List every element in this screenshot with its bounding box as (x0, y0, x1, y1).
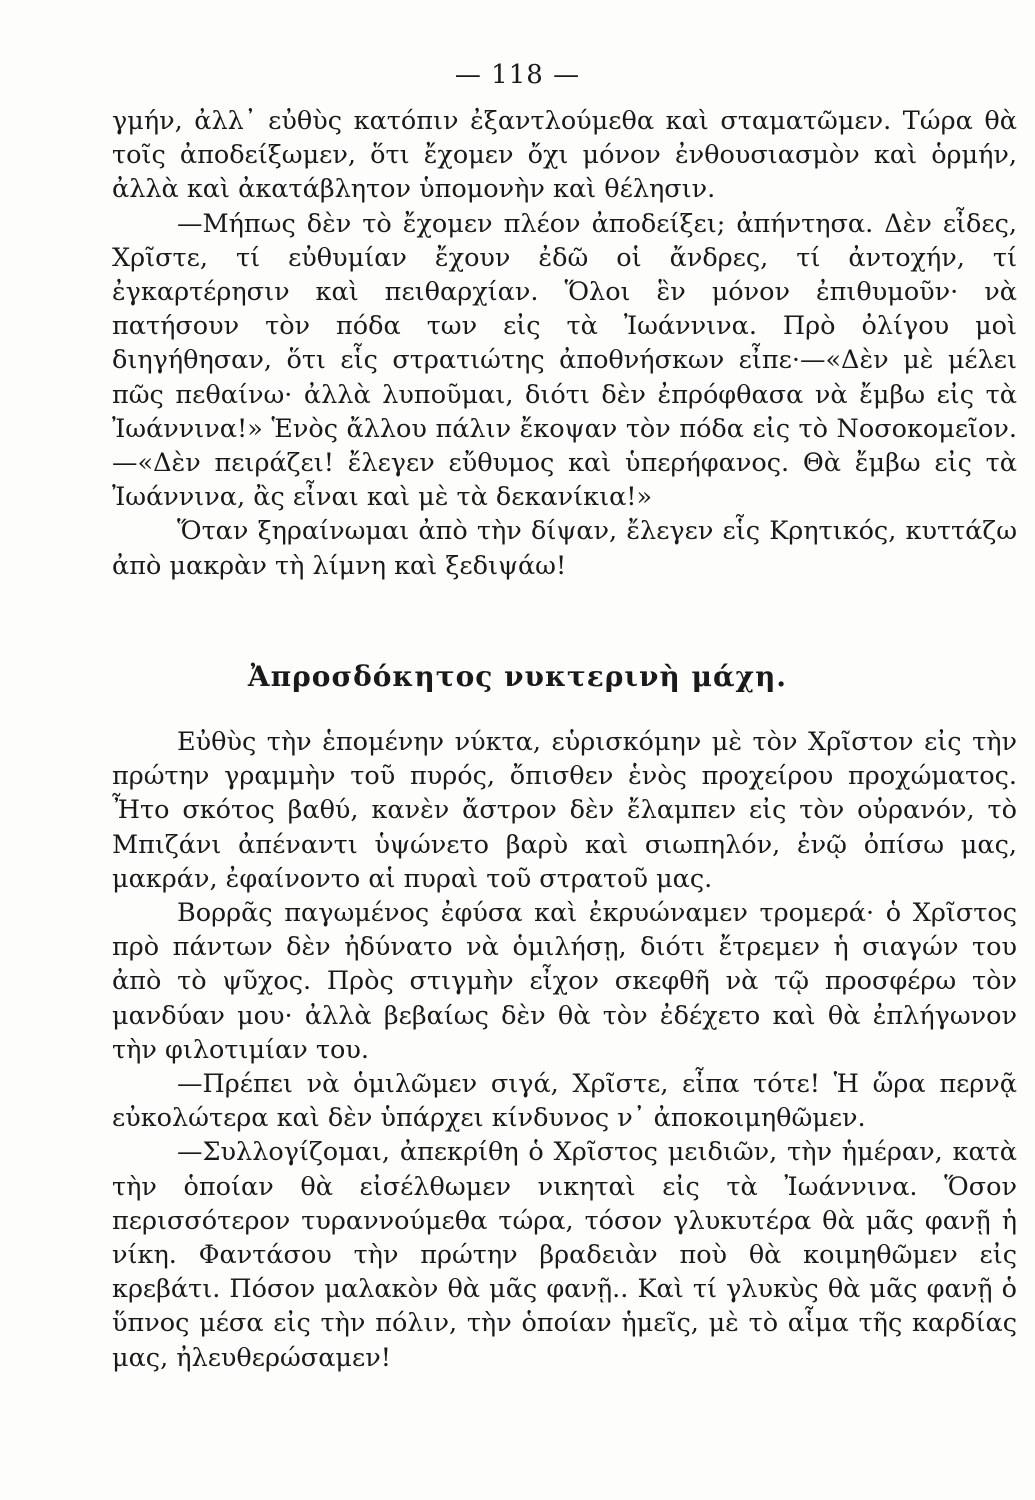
text-block-bottom (112, 725, 1017, 1375)
page-number: — 118 — (454, 60, 581, 90)
paragraph-dialogue-reply: —Μήπως δὲν τὸ ἔχομεν πλέον ἀποδείξει; ἀπήντησα. Δὲν εἶδες, Χρῖστε, τί εὐθυμίαν ἔχουν ἐδῶ οἱ ἄνδρες, τί ἀντοχήν, τί ἐγκαρτέρησιν καὶ πειθαρχίαν. Ὅλοι ἓν μόνον ἐπιθυμοῦν· νὰ πατήσουν τὸν πόδα των εἰς τὰ Ἰωάννινα. Πρὸ ὀλίγου μοὶ διηγήθησαν, ὅτι εἷς στρατιώτης ἀποθνήσκων εἶπε·—«Δὲν μὲ μέλει πῶς πεθαίνω· ἀλλὰ λυποῦμαι, διότι δὲν ἐπρόφθασα νὰ ἔμβω εἰς τὰ Ἰωάννινα!» Ἑνὸς ἄλλου πάλιν ἔκοψαν τὸν πόδα εἰς τὸ Νοσοκομεῖον. —«Δὲν πειράζει! ἔλεγεν εὔθυμος καὶ ὑπερήφανος. Θὰ ἔμβω εἰς τὰ Ἰωάννινα, ἂς εἶναι καὶ μὲ τὰ δεκανίκια!» (112, 208, 1017, 513)
section-title: Ἀπροσδόκητος νυκτερινὴ μάχη. (247, 660, 788, 693)
paragraph-speak-softly: —Πρέπει νὰ ὁμιλῶμεν σιγά, Χρῖστε, εἶπα τότε! Ἡ ὥρα περνᾷ εὐκολώτερα καὶ δὲν ὑπάρχει κίνδυνος ν᾽ ἀποκοιμηθῶμεν. (112, 1069, 1017, 1134)
paragraph-night-scene: Εὐθὺς τὴν ἑπομένην νύκτα, εὑρισκόμην μὲ τὸν Χρῖστον εἰς τὴν πρώτην γραμμὴν τοῦ πυρός, ὄπισθεν ἑνὸς προχείρου προχώματος. Ἦτο σκότος βαθύ, κανὲν ἄστρον δὲν ἔλαμπεν εἰς τὸν οὐρανόν, τὸ Μπιζάνι ἀπέναντι ὑψώνετο βαρὺ καὶ σιωπηλόν, ἐνῷ ὀπίσω μας, μακράν, ἐφαίνοντο αἱ πυραὶ τοῦ στρατοῦ μας. (112, 727, 1017, 894)
paragraph-christos-reply: —Συλλογίζομαι, ἀπεκρίθη ὁ Χρῖστος μειδιῶν, τὴν ἡμέραν, κατὰ τὴν ὁποίαν θὰ εἰσέλθωμεν νικηταὶ εἰς τὰ Ἰωάννινα. Ὅσον περισσότερον τυραννούμεθα τώρα, τόσον γλυκυτέρα θὰ μᾶς φανῇ ἡ νίκη. Φαντάσου τὴν πρώτην βραδειὰν ποὺ θὰ κοιμηθῶμεν εἰς κρεβάτι. Πόσον μαλακὸν θὰ μᾶς φανῇ.. Καὶ τί γλυκὺς θὰ μᾶς φανῇ ὁ ὕπνος μέσα εἰς τὴν πόλιν, τὴν ὁποίαν ἡμεῖς, μὲ τὸ αἷμα τῆς καρδίας μας, ἠλευθερώσαμεν! (112, 1137, 1017, 1373)
paragraph-continuation: γμήν, ἀλλ᾽ εὐθὺς κατόπιν ἐξαντλούμεθα καὶ σταματῶμεν. Τώρα θὰ τοῖς ἀποδείξωμεν, ὅτι ἔχομεν ὄχι μόνον ἐνθουσιασμὸν καὶ ὁρμήν, ἀλλὰ καὶ ἀκατάβλητον ὑπομονὴν καὶ θέλησιν. (112, 106, 1017, 205)
paragraph-cretan-quote: Ὅταν ξηραίνωμαι ἀπὸ τὴν δίψαν, ἔλεγεν εἷς Κρητικός, κυττάζω ἀπὸ μακρὰν τὴ λίμνη καὶ ξεδιψάω! (112, 516, 1017, 581)
text-block-top (112, 104, 1017, 583)
paragraph-cold-wind: Βορρᾶς παγωμένος ἐφύσα καὶ ἐκρυώναμεν τρομερά· ὁ Χρῖστος πρὸ πάντων δὲν ἠδύνατο νὰ ὁμιλήσῃ, διότι ἔτρεμεν ἡ σιαγών του ἀπὸ τὸ ψῦχος. Πρὸς στιγμὴν εἶχον σκεφθῆ νὰ τῷ προσφέρω τὸν μανδύαν μου· ἀλλὰ βεβαίως δὲν θὰ τὸν ἐδέχετο καὶ θὰ ἐπλήγωνον τὴν φιλοτιμίαν του. (112, 898, 1017, 1065)
